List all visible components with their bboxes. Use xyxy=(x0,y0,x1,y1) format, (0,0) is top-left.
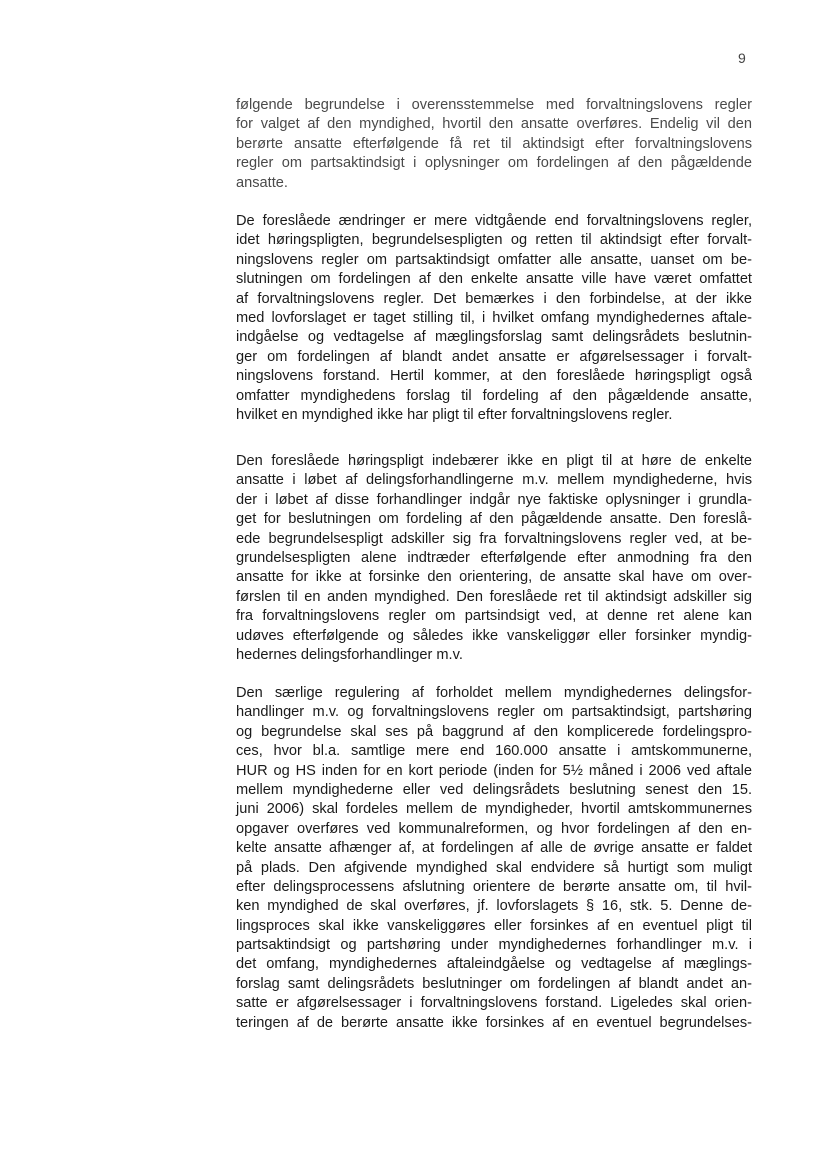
text-line: handlinger m.v. og forvaltningslovens regler om partsaktindsigt, partshøring xyxy=(236,704,752,721)
text-line: af forvaltningslovens regler. Det bemærkes i den forbindelse, at der ikke xyxy=(236,290,752,307)
text-line: slutningen om fordelingen af den enkelte ansatte ville have været omfattet xyxy=(236,271,752,288)
text-line: der i løbet af disse forhandlinger indgår nye faktiske oplysninger i grundla- xyxy=(236,491,752,508)
text-line: kelte ansatte afhænger af, at fordelingen af alle de øvrige ansatte er faldet xyxy=(236,840,752,857)
text-line: partsaktindsigt og partshøring under myndighedernes forhandlinger m.v. i xyxy=(236,937,752,954)
text-line: ansatte for ikke at forsinke den orientering, de ansatte skal have om over- xyxy=(236,569,752,586)
text-line: for valget af den myndighed, hvortil den ansatte overføres. Endelig vil den xyxy=(236,116,752,133)
text-line: omfatter myndighedens forslag til fordeling af den pågældende ansatte, xyxy=(236,387,752,404)
paragraph-3 xyxy=(236,452,752,665)
text-line: ningslovens regler om partsaktindsigt omfatter alle ansatte, uanset om be- xyxy=(236,251,752,268)
paragraph-4 xyxy=(236,684,752,1033)
text-line: ken myndighed de skal overføres, jf. lovforslagets § 16, stk. 5. Denne de- xyxy=(236,898,752,915)
text-line: opgaver overføres ved kommunalreformen, og hvor fordelingen af den en- xyxy=(236,820,752,837)
text-line: udøves efterfølgende og således ikke vanskeliggør eller forsinker myndig- xyxy=(236,627,752,644)
text-line: og begrundelse skal ses på baggrund af den komplicerede fordelingspro- xyxy=(236,723,752,740)
text-line: HUR og HS inden for en kort periode (inden for 5½ måned i 2006 ved aftale xyxy=(236,762,752,779)
text-line: mellem myndighederne eller ved delingsrådets beslutning senest den 15. xyxy=(236,781,752,798)
text-line: get for beslutningen om fordeling af den pågældende ansatte. Den foreslå- xyxy=(236,511,752,528)
text-line: hvilket en myndighed ikke har pligt til efter forvaltningslovens regler. xyxy=(236,406,673,423)
text-line: juni 2006) skal fordeles mellem de myndigheder, hvortil amtskommunernes xyxy=(236,801,752,818)
paragraph-1 xyxy=(236,96,752,193)
text-line: efter delingsprocessens afslutning orientere de berørte ansatte om, til hvil- xyxy=(236,878,752,895)
text-line: følgende begrundelse i overensstemmelse med forvaltningslovens regler xyxy=(236,97,752,113)
text-line: teringen af de berørte ansatte ikke forsinkes af en eventuel begrundelses- xyxy=(236,1014,752,1031)
text-line: regler om partsaktindsigt i oplysninger om fordelingen af den pågældende xyxy=(236,155,752,172)
text-line: hedernes delingsforhandlinger m.v. xyxy=(236,646,463,663)
text-line: med lovforslaget er taget stilling til, i hvilket omfang myndighedernes aftale- xyxy=(236,309,752,326)
text-line: Den særlige regulering af forholdet mellem myndighedernes delingsfor- xyxy=(236,685,752,701)
text-line: førslen til en anden myndighed. Den foreslåede ret til aktindsigt adskiller sig xyxy=(236,588,752,605)
text-line: Den foreslåede høringspligt indebærer ikke en pligt til at høre de enkelte xyxy=(236,453,752,469)
text-line: De foreslåede ændringer er mere vidtgående end forvaltningslovens regler, xyxy=(236,213,752,229)
text-line: lingsproces skal ikke vanskeliggøres eller forsinkes af en eventuel pligt til xyxy=(236,917,752,934)
text-line: fra forvaltningslovens regler om partsindsigt ved, at denne ret alene kan xyxy=(236,608,752,625)
text-line: satte er afgørelsessager i forvaltningslovens forstand. Ligeledes skal orien- xyxy=(236,995,752,1012)
text-line: ansatte i løbet af delingsforhandlingerne m.v. mellem myndighederne, hvis xyxy=(236,472,752,489)
text-line: grundelsespligten alene indtræder efterfølgende efter anmodning fra den xyxy=(236,549,752,566)
text-line: det omfang, myndighedernes aftaleindgåelse og vedtagelse af mæglings- xyxy=(236,956,752,973)
text-line: ansatte. xyxy=(236,174,288,191)
text-line: på plads. Den afgivende myndighed skal endvidere så hurtigt som muligt xyxy=(236,859,752,876)
text-line: ces, hvor bl.a. samtlige mere end 160.000 ansatte i amtskommunerne, xyxy=(236,743,752,760)
text-line: ger om fordelingen af blandt andet ansatte er afgørelsessager i forvalt- xyxy=(236,348,752,365)
text-line: forslag samt delingsrådets beslutninger om fordelingen af blandt andet an- xyxy=(236,975,752,992)
paragraph-2 xyxy=(236,212,752,425)
text-line: indgåelse og vedtagelse af mæglingsforslag samt delingsrådets beslutnin- xyxy=(236,329,752,346)
text-line: idet høringspligten, begrundelsespligten og retten til aktindsigt efter forvalt- xyxy=(236,232,752,249)
page-number: 9 xyxy=(738,50,746,66)
text-line: berørte ansatte efterfølgende få ret til aktindsigt efter forvaltningslovens xyxy=(236,135,752,152)
text-line: ningslovens forstand. Hertil kommer, at den foreslåede høringspligt også xyxy=(236,368,752,385)
text-line: ede begrundelsespligt adskiller sig fra forvaltningslovens regler ved, at be- xyxy=(236,530,752,547)
